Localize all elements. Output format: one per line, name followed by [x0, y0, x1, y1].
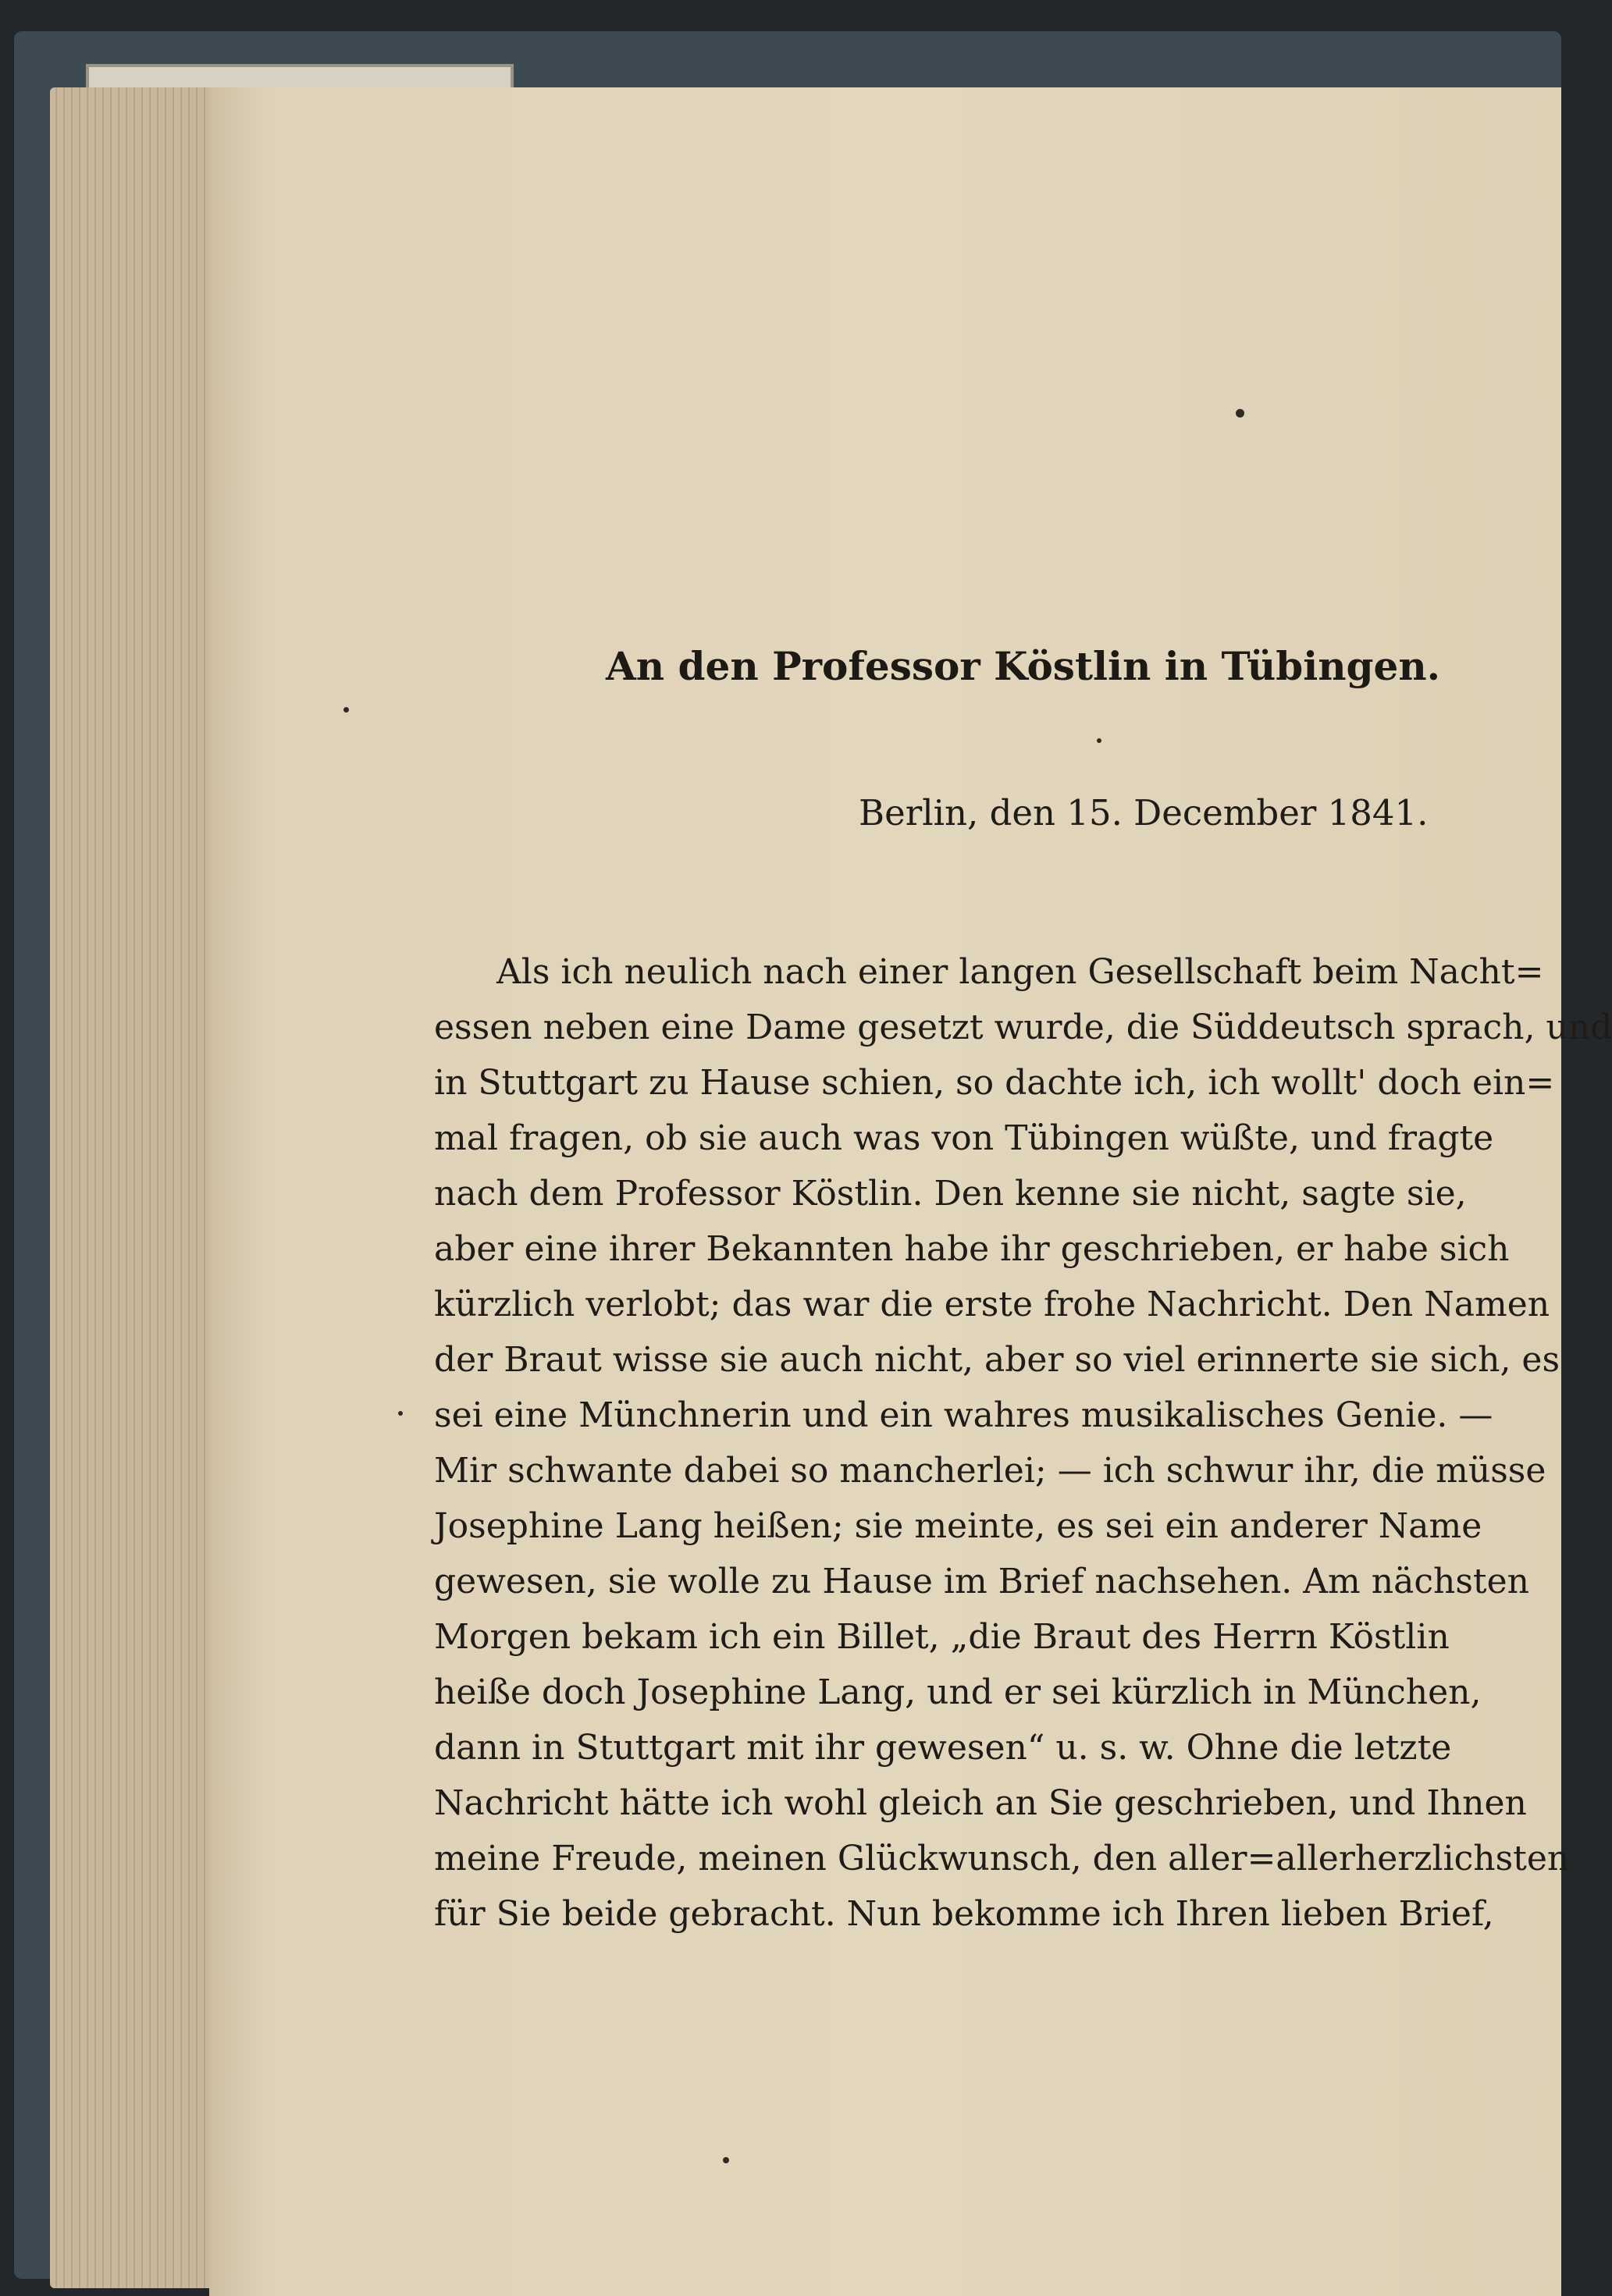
body-line: heiße doch Josephine Lang, und er sei kürzlich in München,	[434, 1672, 1482, 1712]
body-line: Nachricht hätte ich wohl gleich an Sie geschrieben, und Ihnen	[434, 1783, 1527, 1823]
letter-body	[434, 944, 1612, 1942]
ink-speck	[1236, 409, 1244, 418]
ink-speck	[398, 1411, 403, 1416]
body-line: in Stuttgart zu Hause schien, so dachte ich, ich wollt' doch ein=	[434, 1063, 1555, 1103]
body-line: nach dem Professor Köstlin. Den kenne sie nicht, sagte sie,	[434, 1174, 1467, 1214]
body-line: gewesen, sie wolle zu Hause im Brief nachsehen. Am nächsten	[434, 1562, 1529, 1601]
body-line: Josephine Lang heißen; sie meinte, es sei ein anderer Name	[434, 1506, 1482, 1546]
body-line: meine Freude, meinen Glückwunsch, den aller=allerherzlichsten	[434, 1839, 1570, 1878]
ink-speck	[1097, 738, 1101, 743]
body-line: dann in Stuttgart mit ihr gewesen“ u. s. w. Ohne die letzte	[434, 1728, 1452, 1768]
body-line: aber eine ihrer Bekannten habe ihr geschrieben, er habe sich	[434, 1229, 1510, 1269]
body-line: mal fragen, ob sie auch was von Tübingen wüßte, und fragte	[434, 1118, 1494, 1158]
letter-dateline: Berlin, den 15. December 1841.	[859, 792, 1429, 833]
ink-speck	[343, 707, 349, 713]
body-line: Als ich neulich nach einer langen Gesellschaft beim Nacht=	[496, 952, 1544, 992]
letter-heading: An den Professor Köstlin in Tübingen.	[606, 643, 1441, 689]
body-line: für Sie beide gebracht. Nun bekomme ich Ihren lieben Brief,	[434, 1894, 1494, 1934]
body-line: Morgen bekam ich ein Billet, „die Braut des Herrn Köstlin	[434, 1617, 1450, 1657]
body-line: sei eine Münchnerin und ein wahres musikalisches Genie. —	[434, 1395, 1493, 1435]
body-line: essen neben eine Dame gesetzt wurde, die Süddeutsch sprach, und	[434, 1008, 1612, 1047]
body-line: der Braut wisse sie auch nicht, aber so viel erinnerte sie sich, es	[434, 1340, 1560, 1380]
ink-speck	[723, 2157, 729, 2163]
body-line: kürzlich verlobt; das war die erste frohe Nachricht. Den Namen	[434, 1285, 1550, 1324]
body-line: Mir schwante dabei so mancherlei; — ich schwur ihr, die müsse	[434, 1451, 1546, 1491]
